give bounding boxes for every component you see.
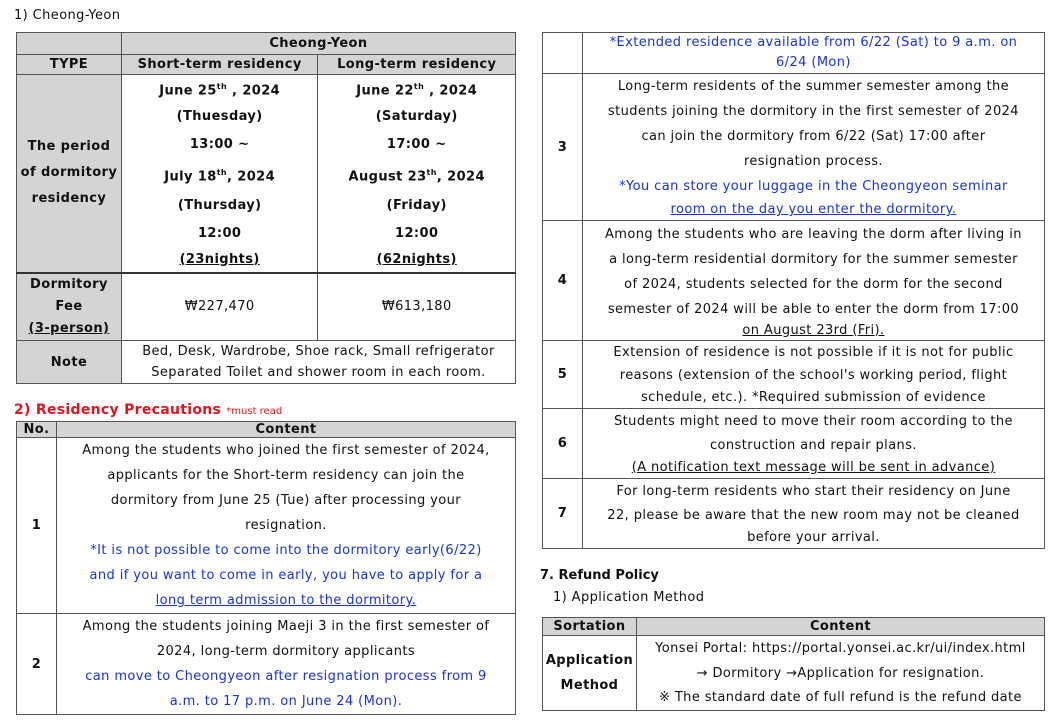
- row-label-period: The period of dormitory residency: [17, 75, 122, 273]
- header-cheongyeon: Cheong-Yeon: [121, 33, 515, 55]
- header-sortation: Sortation: [543, 618, 637, 636]
- row-label-fee: Dormitory Fee (3-person): [17, 273, 122, 341]
- short-term-period: June 25th , 2024 (Thuesday) 13:00 ~ July 18th, 2024 (Thursday) 12:00 (23nights): [121, 75, 318, 273]
- cheongyeon-table: [16, 32, 516, 384]
- table-row: 1 Among the students who joined the first semester of 2024, applicants for the Short-term residency can join the dormitory from June 25 (Tue) after processing your resignation. *It is not possible to come into the dormitory early(6/22) and if you want to come in early, you have to apply for a long term admission to the dormitory.: [17, 438, 516, 614]
- header-long-term: Long-term residency: [318, 55, 516, 75]
- header-no: No.: [17, 422, 57, 438]
- table-row: *Extended residence available from 6/22 (Sat) to 9 a.m. on 6/24 (Mon): [543, 33, 1045, 74]
- note-content: Bed, Desk, Wardrobe, Shoe rack, Small refrigerator Separated Toilet and shower room in each room.: [121, 341, 515, 384]
- table-row: 7 For long-term residents who start their residency on June 22, please be aware that the new room may not be cleaned before your arrival.: [543, 479, 1045, 549]
- row-label-note: Note: [17, 341, 122, 384]
- section-1-title: 1) Cheong-Yeon: [14, 8, 121, 23]
- portal-link[interactable]: Yonsei Portal: https://portal.yonsei.ac.kr/ui/index.html: [655, 641, 1026, 656]
- precautions-table: [16, 421, 516, 715]
- table-row: 5 Extension of residence is not possible if it is not for public reasons (extension of the school's working period, flight schedule, etc.). *Required submission of evidence: [543, 341, 1045, 409]
- section-2-title: 2) Residency Precautions *must read: [14, 402, 283, 418]
- header-refund-content: Content: [636, 618, 1044, 636]
- precautions-table-continued: [542, 32, 1045, 549]
- table-row: Application Method Yonsei Portal: https://portal.yonsei.ac.kr/ui/index.html → Dormitory →Application for resignation. ※ The standard date of full refund is the refund date: [543, 636, 1045, 711]
- long-term-period: June 22th , 2024 (Saturday) 17:00 ~ August 23th, 2024 (Friday) 12:00 (62nights): [318, 75, 516, 273]
- table-row: 2 Among the students joining Maeji 3 in the first semester of 2024, long-term dormitory applicants can move to Cheongyeon after resignation process from 9 a.m. to 17 p.m. on June 24 (Mon).: [17, 614, 516, 715]
- header-type: TYPE: [17, 55, 122, 75]
- short-term-fee: ₩227,470: [121, 273, 318, 341]
- table-row: 3 Long-term residents of the summer semester among the students joining the dormitory in the first semester of 2024 can join the dormitory from 6/22 (Sat) 17:00 after resignation process. *You can store your luggage in the Cheongyeon seminar room on the day you enter the dormitory.: [543, 74, 1045, 221]
- table-row: 4 Among the students who are leaving the dorm after living in a long-term residential dormitory for the summer semester of 2024, students selected for the dorm for the second semester of 2024 will be able to enter the dorm from 17:00 on August 23rd (Fri).: [543, 221, 1045, 341]
- header-content: Content: [56, 422, 515, 438]
- application-method-subtitle: 1) Application Method: [553, 590, 705, 605]
- header-short-term: Short-term residency: [121, 55, 318, 75]
- refund-table: [542, 617, 1045, 711]
- refund-policy-title: 7. Refund Policy: [540, 568, 659, 583]
- table-row: 6 Students might need to move their room according to the construction and repair plans. (A notification text message will be sent in advance): [543, 409, 1045, 479]
- long-term-fee: ₩613,180: [318, 273, 516, 341]
